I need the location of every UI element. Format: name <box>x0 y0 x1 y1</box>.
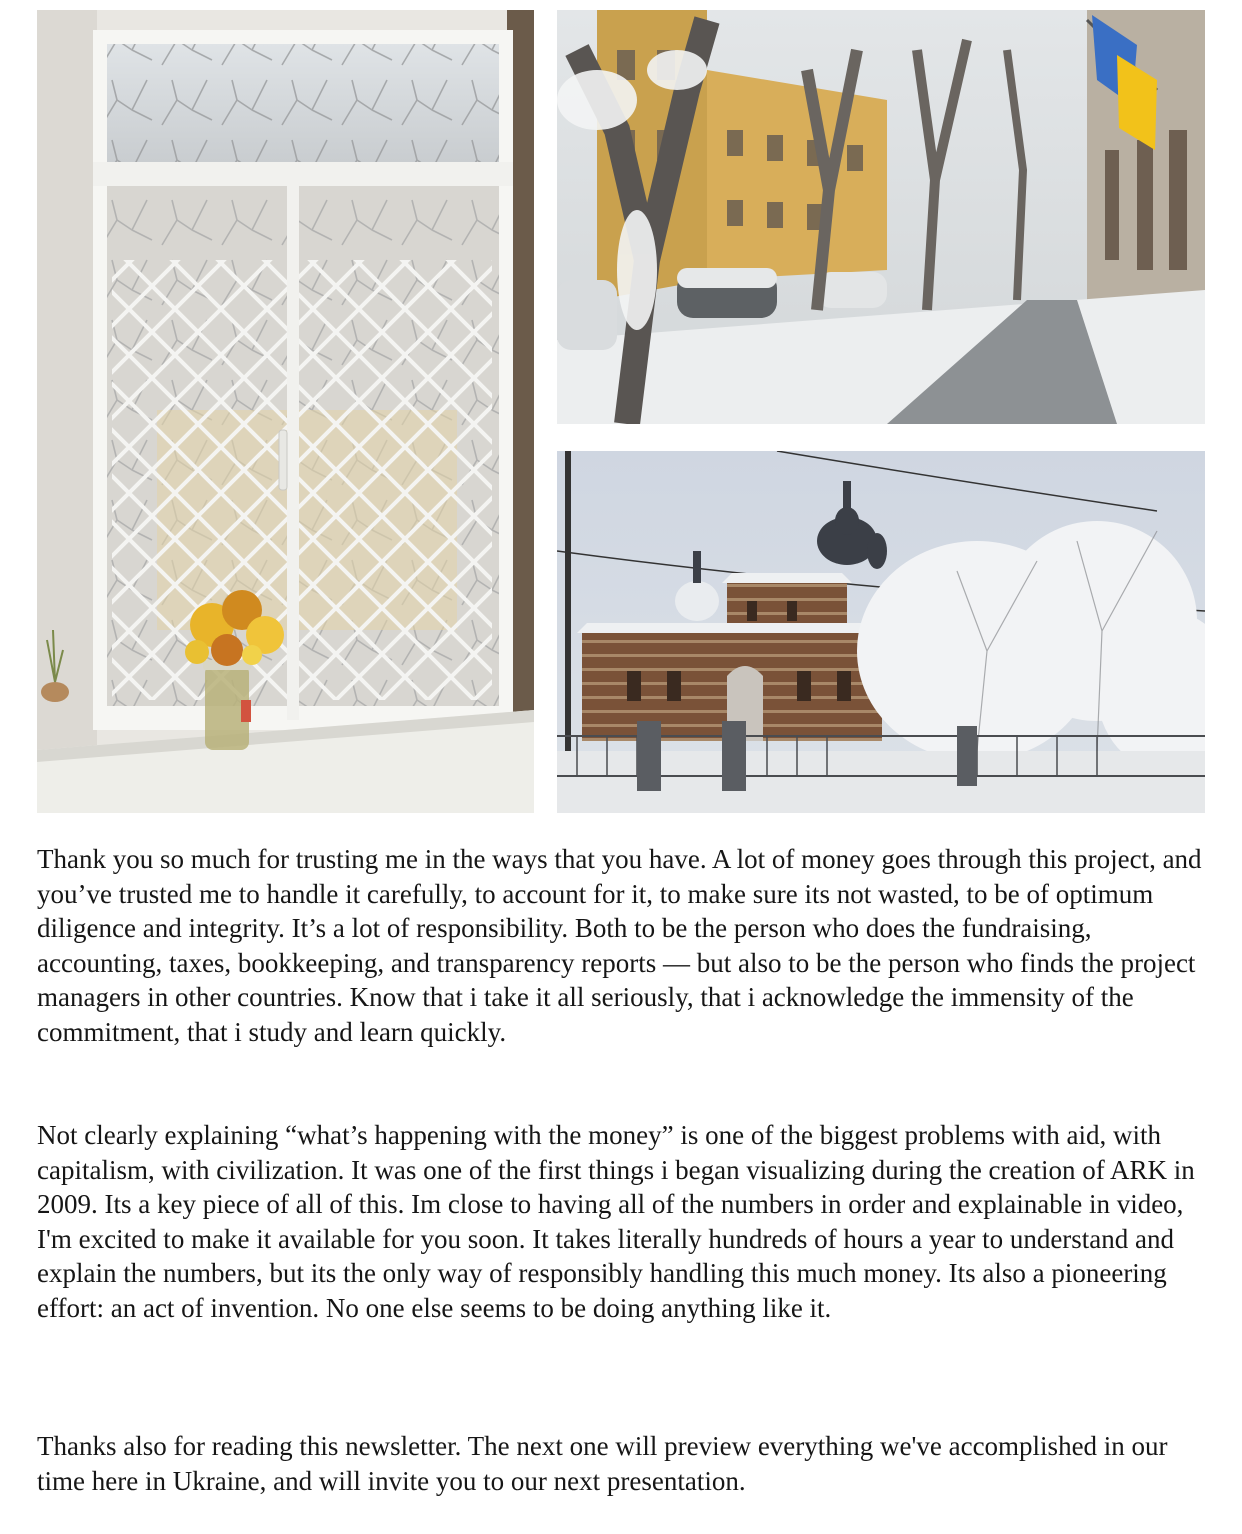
paragraph-money-transparency: Not clearly explaining “what’s happening with the money” is one of the biggest problems with aid, with capitalism, with civilization. It was one of the first things i began visualizing during the creation of ARK in 2009. Its a key piece of all of this. Im close to having all of the numbers in order and explainable in video, I'm excited to make it available for you soon. It takes literally hundreds of hours a year to understand and explain the numbers, but its the only way of responsibly handling this much money. Its also a pioneering effort: an act of invention. No one else seems to be doing anything like it. <box>37 1120 1195 1323</box>
paragraph-trust: Thank you so much for trusting me in the ways that you have. A lot of money goes through this project, and you’ve trusted me to handle it carefully, to account for it, to make sure its not wasted, to be of optimum diligence and integrity. It’s a lot of responsibility. Both to be the person who does the fundraising, accounting, taxes, bookkeeping, and transparency reports — but also to be the person who finds the project managers in other countries. Know that i take it all seriously, that i acknowledge the immensity of the commitment, that i study and learn quickly. <box>37 844 1202 1047</box>
window-photo <box>37 10 534 813</box>
church-photo <box>557 451 1205 813</box>
window-photo-illustration <box>37 10 534 813</box>
street-photo-illustration <box>557 10 1205 424</box>
paragraph-newsletter-thanks: Thanks also for reading this newsletter. The next one will preview everything we've accomplished in our time here in Ukraine, and will invite you to our next presentation. <box>37 1431 1168 1496</box>
church-photo-illustration <box>557 451 1205 813</box>
street-photo <box>557 10 1205 424</box>
